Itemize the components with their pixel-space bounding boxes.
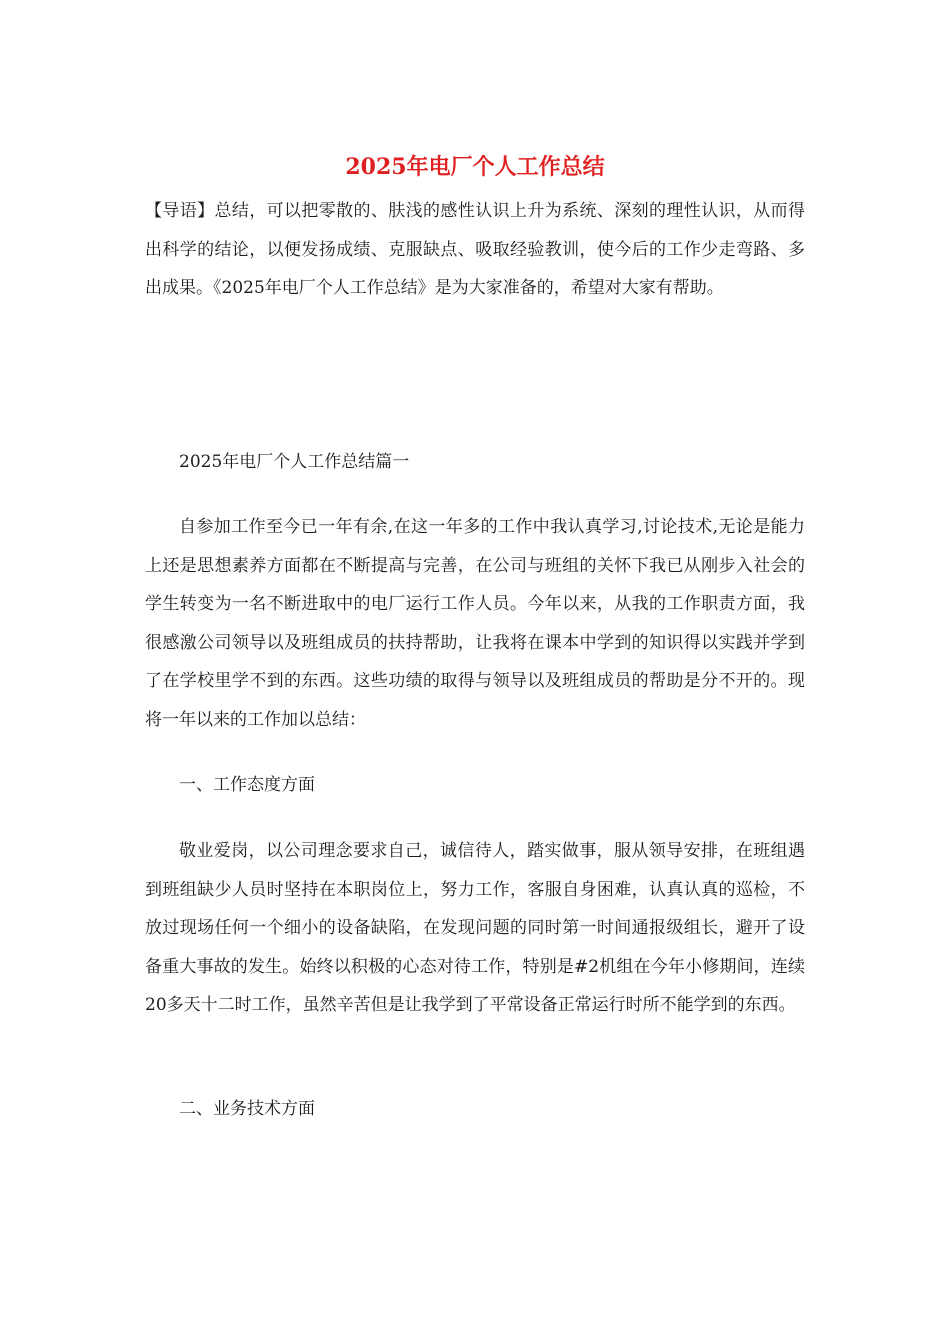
subheading-work-attitude: 一、工作态度方面 <box>179 775 315 795</box>
section-heading: 2025年电厂个人工作总结篇一 <box>179 452 410 472</box>
lead-paragraph: 【导语】总结，可以把零散的、肤浅的感性认识上升为系统、深刻的理性认识，从而得出科学的结论，以便发扬成绩、克服缺点、吸取经验教训，使今后的工作少走弯路、多出成果。《2025年电厂个人工作总结》是为大家准备的，希望对大家有帮助。 <box>145 201 805 298</box>
body-paragraph-2: 敬业爱岗，以公司理念要求自己，诚信待人，踏实做事，服从领导安排，在班组遇到班组缺少人员时坚持在本职岗位上，努力工作，客服自身困难，认真认真的巡检，不放过现场任何一个细小的设备缺陷，在发现问题的同时第一时间通报级组长，避开了设备重大事故的发生。始终以积极的心态对待工作，特别是#2机组在今年小修期间，连续20多天十二时工作，虽然辛苦但是让我学到了平常设备正常运行时所不能学到的东西。 <box>145 841 805 1015</box>
body-paragraph-1: 自参加工作至今已一年有余,在这一年多的工作中我认真学习,讨论技术,无论是能力上还是思想素养方面都在不断提高与完善，在公司与班组的关怀下我已从刚步入社会的学生转变为一名不断进取中的电厂运行工作人员。今年以来，从我的工作职责方面，我很感激公司领导以及班组成员的扶持帮助，让我将在课本中学到的知识得以实践并学到了在学校里学不到的东西。这些功绩的取得与领导以及班组成员的帮助是分不开的。现将一年以来的工作加以总结： <box>145 517 805 730</box>
subheading-technical-skills: 二、业务技术方面 <box>179 1099 315 1119</box>
document-title: 2025年电厂个人工作总结 <box>345 154 605 180</box>
